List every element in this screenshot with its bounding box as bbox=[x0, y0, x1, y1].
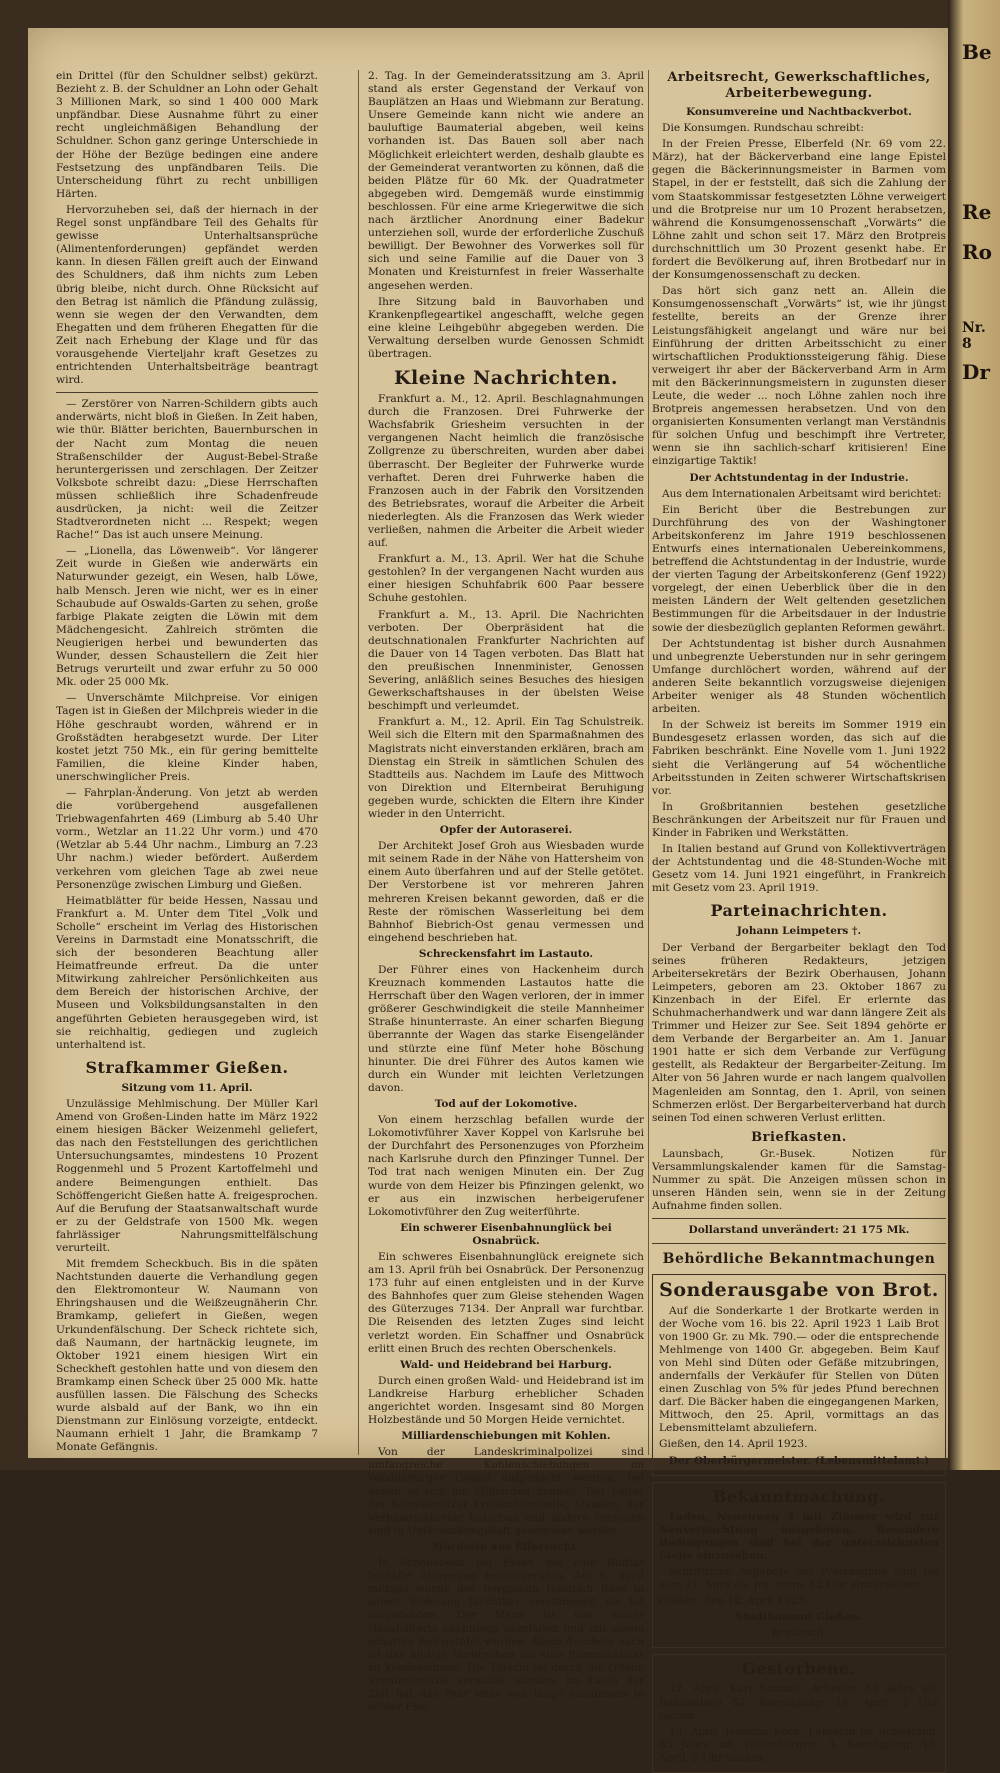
notice-signature: Stadtbauamt Gießen. bbox=[735, 1611, 863, 1624]
notice-title: Bekanntmachung. bbox=[712, 1486, 885, 1506]
article-paragraph: In der Schweiz ist bereits im Sommer 1919 ein Bundesgesetz erlassen worden, das sich auf die Fabriken beschränkt. Eine Novelle vom 1. Juni 1922 sieht die Verlängerung auf 54 wöchentliche Arbeitsstunden in Zeiten schwerer Wirtschaftskrisen vor. bbox=[652, 719, 946, 797]
article-paragraph: Von einem herzschlag befallen wurde der Lokomotivführer Xaver Koppel von Karlsruhe bei der Durchfahrt des Personenzuges von Pforzheim nach Karlsruhe durch den Pfinzinger Tunnel. Der Tod trat nach wenigen Minuten ein. Der Zug wurde von dem Heizer bis Pfinzingen gelenkt, wo er aus ein inzwischen herbeigerufener Lokomotivführer den Zug weiterführte. bbox=[368, 1114, 644, 1218]
article-paragraph: In der Freien Presse, Elberfeld (Nr. 69 vom 22. März), hat der Bäckerverband eine lange Epistel gegen die Bäckerinnungsmeister in Barmen vom Stapel, in der er feststellt, daß sich die Zahlung der vom Staatskommissar festgesetzten Löhne verweigert und die Brotpreise nur um 10 Prozent herabsetzen, während die Konsumgenossenschaft „Vorwärts“ die Löhne zahlt und schon seit 17. März den Brotpreis durchschnittlich um 30 Prozent gesenkt habe. Er fordert die Bevölkerung auf, ihren Brotbedarf nur in der Konsumgenossenschaft zu decken. bbox=[652, 138, 946, 282]
article-paragraph: ein Drittel (für den Schuldner selbst) gekürzt. Bezieht z. B. der Schuldner an Lohn oder Gehalt 3 Millionen Mark, so sind 1 400 000 Mark unpfändbar. Diese Ausnahme führt zu einer recht ungleichmäßigen Behandlung der Schuldner. Schon ganz geringe Unterschiede in der Höhe der Bezüge bedingen eine andere Festsetzung des unpfändbaren Teils. Die Unterscheidung führt zu recht unbilligen Härten. bbox=[56, 70, 318, 200]
article-paragraph: Hervorzuheben sei, daß der hiernach in der Regel sonst unpfändbare Teil des Gehalts für gewisse Unterhaltsansprüche (Alimentenforderungen) gepfändet werden kann. In diesen Fällen greift auch der Einwand des Schuldners, daß ihm nichts zum Leben übrig bleibe, nicht durch. Ohne Rücksicht auf den Betrag ist nämlich die Pfändung zulässig, wenn sie wegen der den Verwandten, dem Ehegatten und dem früheren Ehegatten für die Zeit nach Erhebung der Klage und für das vorausgehende Vierteljahr kraft Gesetzes zu entrichtenden Unterhaltsbeiträge beantragt wird. bbox=[56, 203, 318, 387]
article-paragraph: In Italien bestand auf Grund von Kollektivverträgen der Achtstundentag und die 48-Stunden-Woche mit Gesetz vom 14. Juni 1921 eingeführt, in Frankreich mit Gesetz vom 23. April 1919. bbox=[652, 843, 946, 895]
divider bbox=[56, 392, 318, 393]
article-paragraph: Ein schweres Eisenbahnunglück ereignete sich am 13. April früh bei Osnabrück. Der Personenzug 173 fuhr auf einen entgleisten und in der Kurve des Bahnhofes quer zum Gleise stehenden Wagen des Güterzuges 7134. Der Anprall war furchtbar. Die Reisenden des letzten Zuges sind leicht verletzt worden. Ein Schaffner und Osnabrück erlitt einen Bruch des rechten Oberschenkels. bbox=[368, 1250, 644, 1355]
article-paragraph: — Fahrplan-Änderung. Von jetzt ab werden die vorübergehend ausgefallenen Triebwagenfahrten 469 (Limburg ab 5.40 Uhr vorm., Wetzlar an 11.22 Uhr vorm.) und 470 (Wetzlar ab 5.44 Uhr nachm., Limburg an 7.23 Uhr nachm.) wieder befördert. Außerdem verkehren vom gleichen Tage ab zwei neue Personenzüge zwischen Limburg und Gießen. bbox=[56, 786, 318, 891]
section-subheading: Sitzung vom 11. April. bbox=[121, 1081, 253, 1094]
column-rule bbox=[358, 70, 359, 1455]
section-heading: Strafkammer Gießen. bbox=[85, 1057, 289, 1077]
article-paragraph: Aus dem Internationalen Arbeitsamt wird berichtet: bbox=[662, 487, 942, 500]
column-left bbox=[56, 70, 318, 1454]
article-paragraph: In Schonebeck bei Essen hat eine Bluttat lebhafte Aufregung hervorgerufen. Am 6. April mittags wurde der Bergmann Heinrich Böse in seiner Wohnung furchtbar verstümmelt als tot aufgefunden. Der Mann ist von seiner Haushälterin nächtlings überfallen und mit einem scharfen Beil getötet worden. Allem Anschein nach ist das blutige Verbrechen als eine Eifersuchtstat zu kennzeichnen. Die Täterin ist durch die Offene Kriminalpolizei verhaftet worden. Im Laufe der Zeit hat das Paar lebte seit lange zusammen in wilder Ehe. bbox=[368, 1557, 644, 1714]
article-paragraph: Die Konsumgen. Rundschau schreibt: bbox=[662, 122, 864, 135]
notice-box bbox=[652, 1654, 946, 1773]
notice-signature: Braubach. bbox=[771, 1627, 827, 1640]
section-subheading: Opfer der Autoraserei. bbox=[439, 824, 573, 837]
article-paragraph: Frankfurt a. M., 12. April. Ein Tag Schulstreik. Weil sich die Eltern mit den Sparmaßnahmen des Magistrats nicht einverstanden erklären, brach am Dienstag ein Streik in sämtlichen Schulen des Stadtteils aus. Nachdem im Laufe des Mittwoch von Direktion und Elternbeirat Beruhigung gegeben wurde, schickten die Eltern ihre Kinder wieder in den Unterricht. bbox=[368, 716, 644, 820]
notice-signature: Der Oberbürgermeister. (Lebensmittelamt.) bbox=[668, 1454, 930, 1467]
edge-fragment: Re bbox=[962, 200, 992, 224]
article-paragraph: Der Architekt Josef Groh aus Wiesbaden wurde mit seinem Rade in der Nähe von Hattersheim von einem Auto überfahren und auf der Stelle getötet. Der Verstorbene ist vor mehreren Jahren mehreren Kreisen bekannt geworden, daß er die Reste der römischen Wasserleitung bei dem Bahnhof Biebrich-Ost genau vermessen und eingehend beschrieben hat. bbox=[368, 840, 644, 944]
notice-box bbox=[652, 1274, 946, 1476]
dollar-rate: Dollarstand unverändert: 21 175 Mk. bbox=[688, 1224, 910, 1237]
notice-paragraph: Laden, Neuenweg 4 mit Zimmer wird zur Neuverpachtung ausgeboten. Besondere Bedingungen sind bei der unterzeichneten Stelle einzusehen. bbox=[659, 1510, 939, 1562]
article-paragraph: Der Verband der Bergarbeiter beklagt den Tod seines früheren Redakteurs, jetzigen Arbeitersekretärs der Bezirk Oberhausen, Johann Leimpeters, geboren am 23. Oktober 1867 zu Kinzenbach in der Eifel. Er erlernte das Schuhmacherhandwerk und war dann längere Zeit als Trimmer und Heizer zur See. Seit 1894 gehörte er dem Verbande der Bergarbeiter an. Am 1. Januar 1901 hatte er sich dem Verbande zur Verfügung gestellt, als Redakteur der Bergarbeiter-Zeitung. Im Alter von 56 Jahren wurde er nach langem qualvollen Magenleiden am Sonntag, den 1. April, von seinen Schmerzen erlöst. Der Bergarbeiterverband hat durch seinen Tod einen schweren Verlust erlitten. bbox=[652, 941, 946, 1124]
section-subheading: Milliardenschiebungen mit Kohlen. bbox=[401, 1430, 611, 1443]
article-paragraph: Frankfurt a. M., 13. April. Wer hat die Schuhe gestohlen? In der vergangenen Nacht wurden aus einer hiesigen Schuhfabrik 600 Paar bessere Schuhe gestohlen. bbox=[368, 553, 644, 605]
article-paragraph: Frankfurt a. M., 12. April. Beschlagnahmungen durch die Franzosen. Drei Fuhrwerke der Wachsfabrik Griesheim versuchten in der vergangenen Nacht heimlich die französische Zollgrenze zu überschreiten, wurden aber dabei überrascht. Der Begleiter der Fuhrwerke wurde verhaftet. Deren drei Fuhrwerke haben die Franzosen auch in der Fabrik den Vorsitzenden des Betriebsrates, worauf die Arbeiter die Arbeit niederlegten. Als die Franzosen das Werk wieder verließen, nahmen die Arbeiter die Arbeit wieder auf. bbox=[368, 393, 644, 550]
divider bbox=[652, 1243, 946, 1244]
section-heading: Kleine Nachrichten. bbox=[393, 367, 619, 390]
article-paragraph: Der Führer eines von Hackenheim durch Kreuznach kommenden Lastautos hatte die Herrschaft über den Wagen verloren, der in immer größerer Geschwindigkeit die steile Mannheimer Straße hinunterraste. An einer scharfen Biegung überrannte der Wagen das starke Eisengeländer und stürzte eine fünf Meter hohe Böschung hinunter. Die drei Führer des Autos kamen wie durch ein Wunder mit leichten Verletzungen davon. bbox=[368, 964, 644, 1094]
section-heading: Arbeitsrecht, Gewerkschaftliches, Arbeiterbewegung. bbox=[667, 70, 931, 101]
notice-paragraph: 12. April. Karl Schmitt, Arbeiter, 63 Jahre alt, Bahnanlage 52. Beerdigung: 16. April, 2 Uhr nachm. bbox=[659, 1683, 939, 1722]
article-paragraph: Das hört sich ganz nett an. Allein die Konsumgenossenschaft „Vorwärts“ ist, wie ihr jüngst festellte, bereits an der Grenze ihrer Leistungsfähigkeit angelangt und wäre nur bei Einführung der dritten Arbeitsschicht zu einer wirtschaftlichen Produktionssteigerung fähig. Diese verweigert ihr aber der Bäckerverband Arm in Arm mit den Bäckerinnungsmeistern in zugunsten dieser Leute, die weder ... noch Löhne zahlen noch ihre Brotpreis angemessen herabsetzen. Und von den organisierten Konsumenten verlangt man Verständnis für solchen Unfug und beschimpft ihre Vertreter, wenn sie ihn sachlich-scharf kritisieren! Eine einzigartige Taktik! bbox=[652, 285, 946, 468]
section-heading: Parteinachrichten. bbox=[710, 901, 888, 921]
edge-fragment: Be bbox=[962, 40, 992, 64]
article-paragraph: Von der Landeskriminalpolizei sind umfangreiche Kohlenschiebungen im Waldenburger Gebiet aufgedeckt worden, bei denen es sich um Milliarden handelt. Der Leiter der Schweidnitzer Kreiskohlenstelle, Maaßen, der Verbandssekretär Kutschan und andere Personen sind in Untersuchungshaft genommen worden. bbox=[368, 1446, 644, 1537]
article-paragraph: Frankfurt a. M., 13. April. Die Nachrichten verboten. Der Oberpräsident hat die deutschnationalen Frankfurter Nachrichten auf die Dauer von 14 Tagen verboten. Das Blatt hat den preußischen Innenminister, Genossen Severing, anläßlich seines Besuches des hiesigen Gewerkschaftshauses in der übelsten Weise beschimpft und verleumdet. bbox=[368, 608, 644, 713]
notice-title: Gestorbene. bbox=[742, 1659, 856, 1679]
notice-paragraph: Schriftliche Angebote mit Preisangabe sind bis zum 21. April ds. Jrs. vorm. 12 Uhr einzureichen. bbox=[659, 1566, 939, 1592]
section-subheading: Johann Leimpeters †. bbox=[736, 925, 862, 938]
column-right bbox=[652, 70, 946, 1764]
notice-paragraph: Auf die Sonderkarte 1 der Brotkarte werden in der Woche vom 16. bis 22. April 1923 1 Laib Brot von 1900 Gr. zu Mk. 790.— oder die entsprechende Mehlmenge von 1400 Gr. abgegeben. Beim Kauf von Mehl sind Düten oder Gefäße mitzubringen, andernfalls der Verkäufer für Stellen von Düten einen Zuschlag von 5% für jedes Pfund berechnen darf. Die Bäcker haben die eingegangenen Marken, Mittwoch, den 25. April, vormittags an das Lebensmittelamt abzuliefern. bbox=[659, 1304, 939, 1435]
article-paragraph: Mit fremdem Scheckbuch. Bis in die späten Nachtstunden dauerte die Verhandlung gegen den Elektromonteur W. Naumann von Ehringshausen und die Weißzeugnäherin Chr. Bramkamp, geliefert in Gießen, wegen Urkundenfälschung. Der Scheck richtete sich, daß Naumann, der hartnäckig leugnete, im Oktober 1921 einem hiesigen Wirt ein Scheckheft gestohlen hatte und von diesem den Bramkamp einen Scheck über 25 000 Mk. hatte ausfüllen lassen. Die Fälschung des Schecks wurde alsbald auf der Bank, wo ihn ein Dienstmann zur Einlösung vorzeigte, entdeckt. Naumann erhielt 1 Jahr, die Bramkamp 7 Monate Gefängnis. bbox=[56, 1258, 318, 1454]
next-page-edge bbox=[948, 0, 1000, 1470]
section-subheading: Schreckensfahrt im Lastauto. bbox=[418, 947, 594, 960]
notice-title: Sonderausgabe von Brot. bbox=[659, 1278, 939, 1301]
section-subheading: Ein schwerer Eisenbahnunglück bei Osnabrück. bbox=[400, 1221, 612, 1247]
notice-box bbox=[652, 1482, 946, 1649]
article-paragraph: Unzulässige Mehlmischung. Der Müller Karl Amend von Großen-Linden hatte im März 1922 einem hiesigen Bäcker Weizenmehl geliefert, das nach den Feststellungen des gerichtlichen Untersuchungsamtes, mindestens 10 Prozent Roggenmehl und 5 Prozent Kartoffelmehl und andere Beimengungen enthielt. Das Schöffengericht Gießen hatte A. freigesprochen. Auf die Berufung der Staatsanwaltschaft wurde er zu der Geldstrafe von 1500 Mk. wegen fahrlässiger Nahrungsmittelfälschung verurteilt. bbox=[56, 1097, 318, 1254]
column-rule bbox=[648, 70, 649, 1455]
section-heading: Behördliche Bekanntmachungen bbox=[662, 1250, 936, 1267]
article-paragraph: Launsbach, Gr.-Busek. Notizen für Versammlungskalender kamen für die Samstag-Nummer zu spät. Die Anzeigen müssen schon in unseren Händen sein, wenn sie in der Zeitung Aufnahme finden sollen. bbox=[652, 1147, 946, 1213]
section-subheading: Mörderin aus Eifersucht. bbox=[432, 1540, 580, 1553]
article-paragraph: Durch einen großen Wald- und Heidebrand ist im Landkreise Harburg erheblicher Schaden angerichtet worden. Insgesamt sind 80 Morgen Holzbestände und 50 Morgen Heide vernichtet. bbox=[368, 1374, 644, 1427]
edge-fragment: Ro bbox=[962, 240, 992, 264]
article-paragraph: — Zerstörer von Narren-Schildern gibts auch anderwärts, nicht bloß in Gießen. In Zeit haben, wie thür. Blätter berichten, Bauernburschen in der Nacht zum Montag die neuen Straßenschilder der August-Bebel-Straße heruntergerissen und zerschlagen. Der Zeitzer Volksbote schreibt dazu: „Diese Herrschaften müssen schließlich ihre Schadenfreude ausdrücken, ja nicht: weil die Zeitzer Stadtverordneten nicht ... Respekt; wegen Rache!“ Das ist auch unsere Meinung. bbox=[56, 398, 318, 542]
section-subheading: Der Achtstundentag in der Industrie. bbox=[689, 471, 909, 484]
article-paragraph: — Unverschämte Milchpreise. Vor einigen Tagen ist in Gießen der Milchpreis wieder in die Höhe geschraubt worden, während er in Großstädten herabgesetzt wurde. Der Liter kostet jetzt 750 Mk., ein für gering bemittelte Familien, die kleine Kinder haben, unerschwinglicher Preis. bbox=[56, 692, 318, 783]
article-paragraph: Ihre Sitzung bald in Bauvorhaben und Krankenpflegeartikel angeschafft, welche gegen eine kleine Leihgebühr abgegeben werden. Die Verwaltung derselben wurde Genossen Schmidt übertragen. bbox=[368, 295, 644, 360]
article-paragraph: Ein Bericht über die Bestrebungen zur Durchführung des von der Washingtoner Arbeitskonferenz im Jahre 1919 beschlossenen Entwurfs eines internationalen Uebereinkommens, betreffend die Achtstundentag in der Industrie, wurde der vierten Tagung der Arbeitskonferenz (Genf 1922) vorgelegt, der einen Ueberblick über die in den meisten Ländern der Welt geltenden gesetzlichen Bestimmungen für die Arbeitsdauer in der Industrie sowie der diesbezüglich geplanten Reformen gewährt. bbox=[652, 503, 946, 634]
section-subheading: Konsumvereine und Nachtbackverbot. bbox=[686, 106, 912, 118]
section-heading: Briefkasten. bbox=[751, 1129, 847, 1145]
notice-paragraph: Gießen, den 12. April 1923. bbox=[659, 1595, 808, 1608]
column-middle bbox=[368, 70, 644, 1714]
article-paragraph: — „Lionella, das Löwenweib“. Vor längerer Zeit wurde in Gießen wie anderwärts ein Naturwunder gezeigt, ein Wesen, halb Löwe, halb Mensch. Jeren wie nicht, wer es in einer Schaubude auf Oswalds-Garten zu sehen, große farbige Plakate zeigten die Löwin mit dem Mädchengesicht. Zahlreich strömten die Neugierigen herbei und bewunderten das Wunder, dessen Schaustellern die Zeit hier Betrugs verurteilt und zwar erfuhr zu 50 000 Mk. oder 25 000 Mk. bbox=[56, 545, 318, 689]
notice-paragraph: 13. April. Johanna Koch, Lehrerin im Ruhestand, 85 Jahre alt, Gutenbergstr. 3. Beerdigung: 16. April, 2 Uhr nachm. bbox=[659, 1725, 939, 1764]
article-paragraph: Heimatblätter für beide Hessen, Nassau und Frankfurt a. M. Unter dem Titel „Volk und Scholle“ erscheint im Verlag des Historischen Vereins in Darmstadt eine Monatsschrift, die sich der besonderen Beachtung aller Heimatfreunde erfreut. Da die unter Mitwirkung zahlreicher Persönlichkeiten aus dem Bereich der historischen Archive, der Museen und Volksbildungsanstalten in den angeführten Gebieten herausgegeben wird, ist sie reichhaltig, gediegen und zugleich unterhaltend ist. bbox=[56, 894, 318, 1051]
section-subheading: Tod auf der Lokomotive. bbox=[434, 1097, 578, 1110]
edge-fragment: Nr. 8 bbox=[962, 320, 986, 352]
article-paragraph: In Großbritannien bestehen gesetzliche Beschränkungen der Arbeitszeit nur für Frauen und Kinder in Fabriken und Werkstätten. bbox=[652, 800, 946, 839]
edge-fragment: Dr bbox=[962, 360, 990, 384]
section-subheading: Wald- und Heidebrand bei Harburg. bbox=[400, 1358, 612, 1371]
notice-paragraph: Gießen, den 14. April 1923. bbox=[659, 1438, 808, 1451]
article-paragraph: Der Achtstundentag ist bisher durch Ausnahmen und unbegrenzte Ueberstunden nur in sehr geringem Umfange durchlöchert worden, während auf der anderen Seite bekanntlich vorzugsweise diejenigen Arbeiter weniger als 48 Stunden wöchentlich arbeiten. bbox=[652, 637, 946, 716]
divider bbox=[652, 1218, 946, 1219]
article-paragraph: 2. Tag. In der Gemeinderatssitzung am 3. April stand als erster Gegenstand der Verkauf von Bauplätzen an Haas und Wiebmann zur Beratung. Unsere Gemeinde kann nicht wie andere an bauluftige Baumaterial abgeben, weil keins vorhanden ist. Das Bauen soll aber nach Möglichkeit erleichtert werden, deshalb glaubte es der Gemeinderat verantworten zu können, daß die beiden Plätze für 60 Mk. der Quadratmeter abgegeben wird. Demgemäß wurde einstimmig beschlossen. Für eine arme Kriegerwitwe die sich nach ärztlicher Anordnung einer Badekur unterziehen soll, wurde der erforderliche Zuschuß bewilligt. Der Bewohner des Vorwerkes soll für sich und seine Familie auf die Dauer von 3 Monaten und Kreisturnfest in freier Wasserhalte angesehen werden. bbox=[368, 70, 644, 292]
